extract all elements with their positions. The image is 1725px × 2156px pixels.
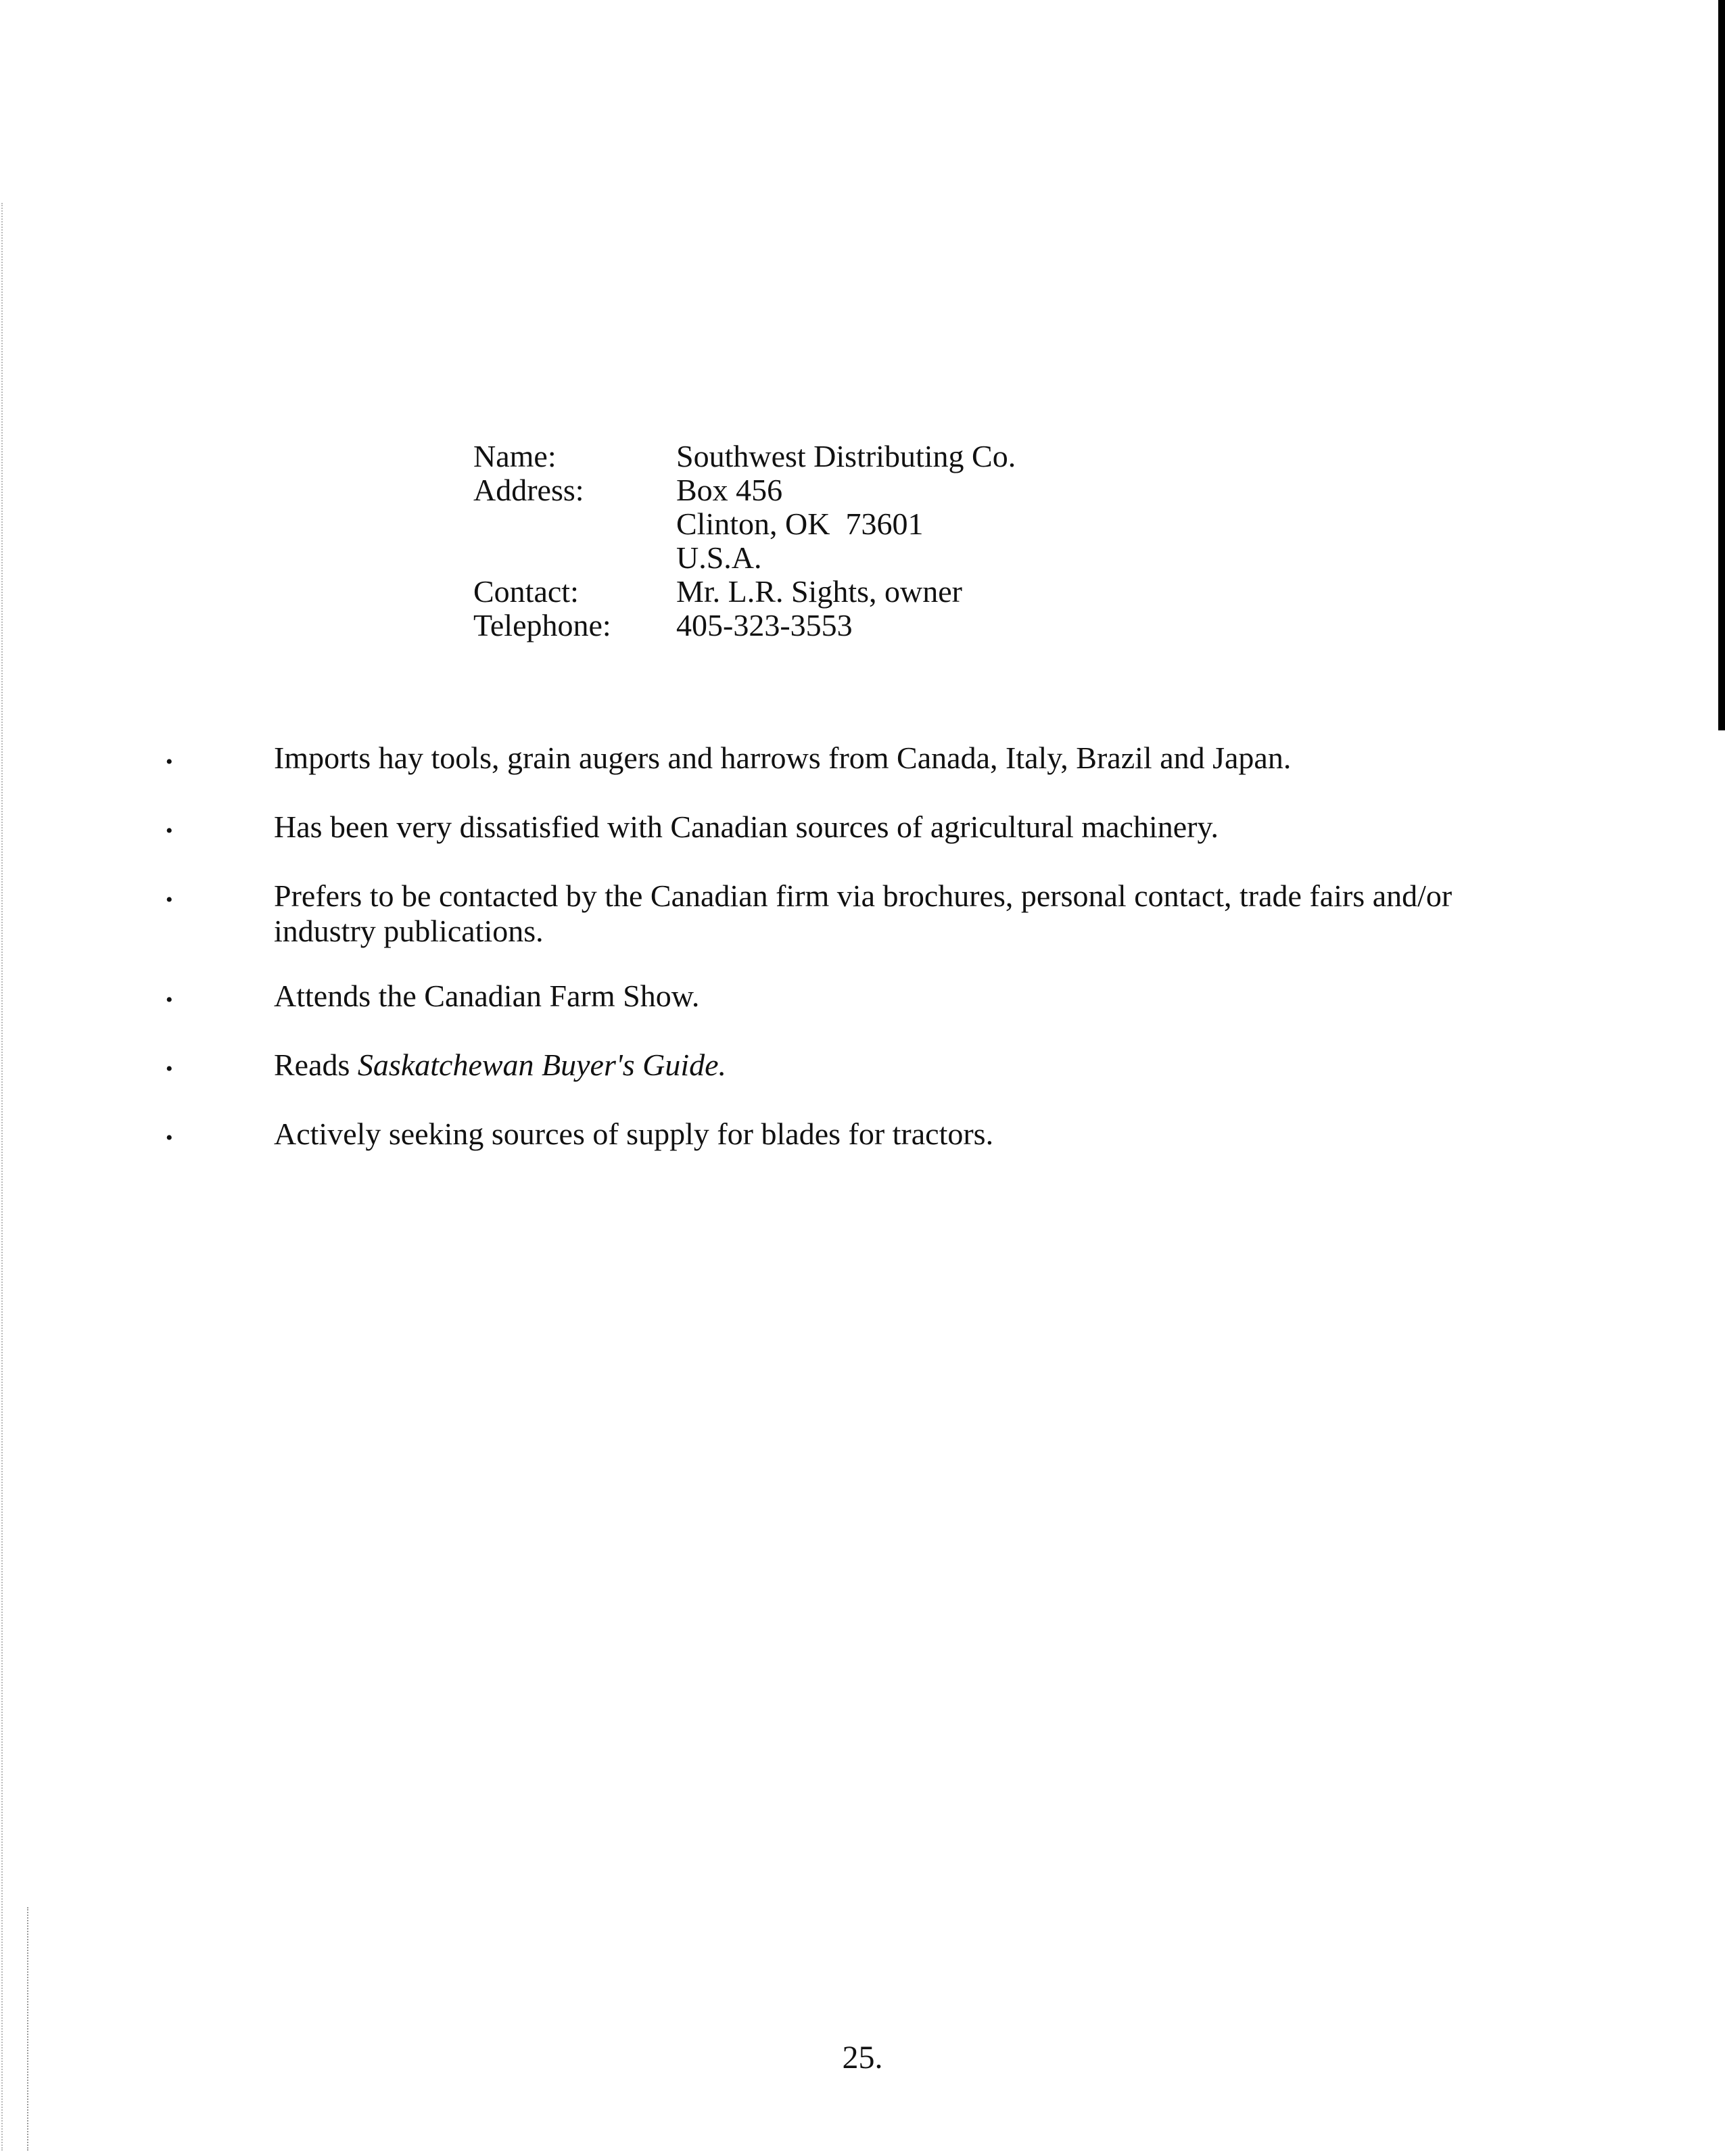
list-item bbox=[166, 741, 1586, 780]
telephone-label: Telephone: bbox=[473, 608, 611, 642]
address-row bbox=[473, 473, 1016, 575]
list-item bbox=[166, 878, 1586, 949]
telephone-row bbox=[473, 609, 1016, 642]
bullet-text: Has been very dissatisfied with Canadian sources of agricultural machinery. bbox=[274, 810, 1219, 844]
name-value: Southwest Distributing Co. bbox=[676, 439, 1016, 473]
address-line: Clinton, OK 73601 bbox=[676, 507, 924, 541]
bullet-icon: • bbox=[166, 751, 173, 773]
page-number: 25. bbox=[842, 2040, 883, 2076]
bullet-icon: • bbox=[166, 889, 173, 911]
bullet-text: Prefers to be contacted by the Canadian firm via brochures, personal contact, trade fairs and/or industry publications. bbox=[274, 878, 1452, 948]
bullet-text: Attends the Canadian Farm Show. bbox=[274, 979, 700, 1013]
list-item bbox=[166, 810, 1586, 849]
list-item bbox=[166, 979, 1586, 1018]
bullet-icon: • bbox=[166, 820, 173, 842]
contact-label: Contact: bbox=[473, 574, 579, 609]
address-line: Box 456 bbox=[676, 473, 783, 507]
bullet-icon: • bbox=[166, 989, 173, 1011]
address-label: Address: bbox=[473, 473, 584, 507]
name-row bbox=[473, 440, 1016, 473]
bullet-text: Imports hay tools, grain augers and harrows from Canada, Italy, Brazil and Japan. bbox=[274, 741, 1292, 775]
telephone-value: 405-323-3553 bbox=[676, 608, 853, 642]
list-item bbox=[166, 1048, 1586, 1087]
list-item bbox=[166, 1117, 1586, 1156]
name-label: Name: bbox=[473, 439, 557, 473]
contact-value: Mr. L.R. Sights, owner bbox=[676, 574, 962, 609]
publication-title: Saskatchewan Buyer's Guide. bbox=[357, 1048, 727, 1082]
bullet-text-prefix: Reads bbox=[274, 1048, 358, 1082]
bullet-text bbox=[274, 1048, 1491, 1087]
bullet-text: Actively seeking sources of supply for blades for tractors. bbox=[274, 1117, 994, 1151]
bullet-icon: • bbox=[166, 1127, 173, 1149]
scan-edge-left bbox=[1, 203, 3, 2151]
scan-edge-right bbox=[1718, 0, 1725, 730]
contact-block bbox=[473, 440, 1016, 642]
scan-edge-left-bottom bbox=[27, 1907, 29, 2151]
bullet-list bbox=[166, 741, 1586, 1186]
contact-row bbox=[473, 575, 1016, 609]
bullet-icon: • bbox=[166, 1058, 173, 1080]
address-line: U.S.A. bbox=[676, 540, 762, 575]
